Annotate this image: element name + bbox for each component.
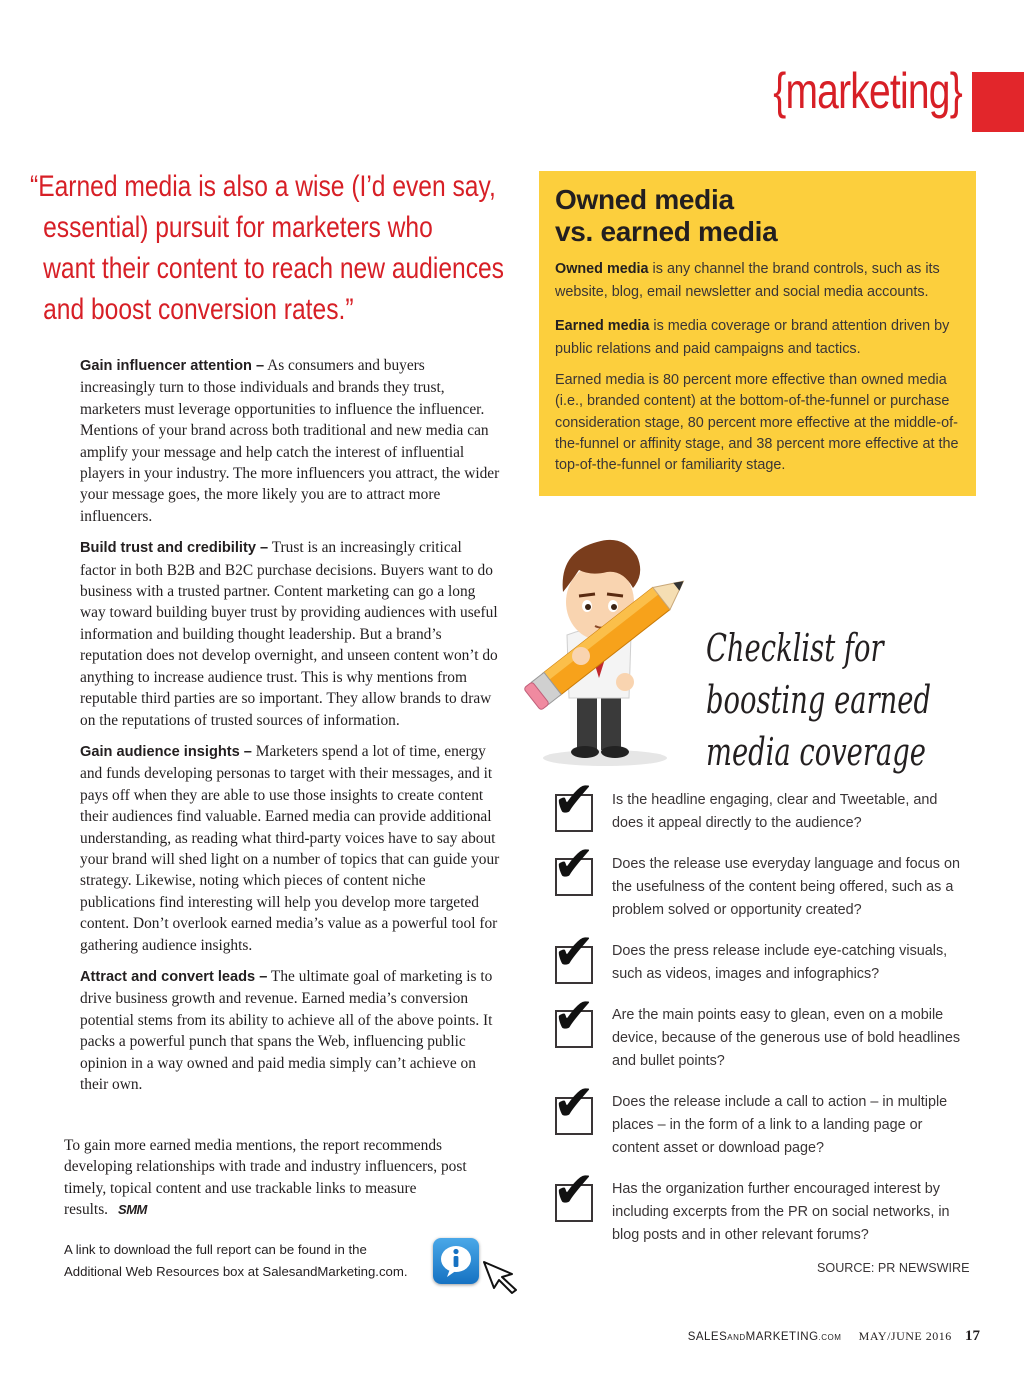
footer-site-part: SALES	[687, 1331, 728, 1343]
checkmark-icon: ✔	[553, 1074, 595, 1132]
earned-media-stat: Earned media is 80 percent more effective than owned media (i.e., branded content) at the bottom-of-the-funnel or purchase consideration stage, 80 percent more effective at the middle-of-the-funnel or affinity stage, and 38 percent more effective at the top-of-the-funnel or familiarity stage.	[555, 372, 959, 474]
paragraph-text: As consumers and buyers increasingly turn to those individuals and brands they trust, marketers must leverage opportunities to influence the influencer. Mentions of your brand across both traditional and new media can amplify your message and help catch the interest of influential players in your industry. The more influencers you attract, the wider your message goes, the more likely you are to attract more influencers.	[80, 357, 500, 525]
sidebar-title	[555, 184, 955, 248]
pull-quote	[30, 166, 504, 330]
checklist-title-line: Checklist for	[706, 626, 884, 670]
bracket-right: }	[949, 63, 962, 119]
download-note-line: A link to download the full report can be found in the	[64, 1242, 367, 1257]
section-label	[773, 63, 962, 119]
earned-media-term: Earned media	[555, 318, 650, 334]
checklist-title	[706, 622, 931, 778]
owned-media-definition	[555, 258, 960, 304]
checklist-title-line: boosting earned	[706, 678, 931, 722]
page-number: 17	[965, 1328, 980, 1344]
section-tab	[972, 72, 1024, 132]
footer-date: MAY/JUNE 2016	[858, 1329, 952, 1343]
body-paragraph	[80, 966, 500, 1095]
checklist-item: Has the organization further encouraged interest by including excerpts from the PR on social networks, in blog posts and in other relevant forums?	[612, 1181, 950, 1243]
body-paragraph	[80, 355, 500, 527]
paragraph-heading: Build trust and credibility –	[80, 540, 269, 557]
section-label-text: marketing	[785, 63, 950, 119]
checkmark-icon: ✔	[553, 1161, 595, 1219]
footer-site	[688, 1331, 842, 1343]
download-note-line: Additional Web Resources box at SalesandMarketing.com.	[64, 1263, 408, 1279]
owned-media-term: Owned media	[555, 261, 649, 277]
checklist-source: SOURCE: PR NEWSWIRE	[817, 1261, 970, 1275]
checkmark-icon: ✔	[553, 923, 595, 981]
info-icon-glyph	[433, 1238, 479, 1284]
checklist-item: Is the headline engaging, clear and Tweetable, and does it appeal directly to the audience?	[612, 792, 938, 831]
bracket-left: {	[773, 63, 786, 119]
paragraph-heading: Gain influencer attention –	[80, 358, 265, 374]
paragraph-text: Trust is an increasingly critical factor in both B2B and B2C purchase decisions. Buyers want to do business with a trusted partner. Content marketing can go a long way toward building buyer trust by providing audiences with useful information and building thought leadership. But a brand’s reputation does not develop overnight, and unseen content won’t do anything to increase audience trust. This is why mentions from reputable third parties are so important. They allow brands to draw on the reputations of trusted sources of information.	[80, 539, 498, 729]
pull-quote-line: want their content to reach new audiences	[43, 252, 504, 285]
paragraph-text: The ultimate goal of marketing is to drive business growth and revenue. Earned media’s conversion potential stems from its ability to achieve all of the above points. It packs a powerful punch that spans the Web, influencing public opinion in a way owned and paid media simply can’t achieve on their own.	[80, 967, 493, 1093]
sidebar-title-line: vs. earned media	[555, 216, 778, 247]
pencil-mascot-illustration	[505, 530, 705, 770]
checkmark-icon: ✔	[553, 987, 595, 1045]
earned-media-text: is media coverage or brand attention driven by public relations and paid campaigns and tactics.	[555, 318, 950, 357]
paragraph-heading: Gain audience insights –	[80, 743, 252, 760]
article-body	[80, 355, 500, 1105]
checklist-item: Does the release use everyday language and focus on the usefulness of the content being offered, such as a problem solved or opportunity created?	[612, 856, 961, 918]
paragraph-text: Marketers spend a lot of time, energy and funds developing personas to target with their messages, and it pays off when they are able to use those insights to create content their audiences find valuable. Earned media can provide additional understanding, as reading what third-party voices have to say about your brand will shed light on a number of topics that can guide your strategy. Likewise, noting which pieces of content niche publications find interesting will help you develop more targeted content. Don’t overlook earned media’s value as a powerful tool for gathering audience insights.	[80, 742, 500, 954]
owned-media-text: is any channel the brand controls, such as its website, blog, email newsletter and social media accounts.	[555, 261, 940, 300]
checklist-item: Does the press release include eye-catching visuals, such as videos, images and infographics?	[612, 943, 948, 982]
closing-paragraph	[64, 1135, 494, 1221]
info-icon[interactable]	[433, 1238, 479, 1284]
closing-text: To gain more earned media mentions, the report recommends developing relationships with trade and industry influencers, post timely, topical content and use trackable links to measure results.	[64, 1137, 467, 1219]
mouse-cursor-icon	[482, 1260, 522, 1294]
body-paragraph	[80, 741, 500, 956]
checklist-item: Does the release include a call to action – in multiple places – in the form of a link to a landing page or content asset or download page?	[612, 1094, 948, 1156]
checklist-title-line: media coverage	[706, 730, 926, 774]
smm-signoff: SMM	[118, 1202, 147, 1218]
checkmark-icon: ✔	[553, 771, 595, 829]
pull-quote-line: essential) pursuit for marketers who	[43, 211, 433, 244]
checklist-item: Are the main points easy to glean, even on a mobile device, because of the generous use of bold headlines and bullet points?	[612, 1007, 961, 1069]
pull-quote-line: and boost conversion rates.”	[43, 293, 354, 326]
footer-site-part: AND	[727, 1333, 746, 1342]
sidebar-title-line: Owned media	[555, 184, 734, 215]
pull-quote-line: “Earned media is also a wise (I’d even say,	[30, 170, 496, 203]
footer-site-part: .COM	[818, 1333, 842, 1342]
checkmark-icon: ✔	[553, 835, 595, 893]
paragraph-heading: Attract and convert leads –	[80, 968, 268, 985]
footer-site-part: MARKETING	[745, 1331, 819, 1343]
earned-media-definition	[555, 315, 960, 361]
body-paragraph	[80, 537, 500, 731]
page-footer	[688, 1328, 980, 1345]
download-note	[64, 1239, 444, 1282]
